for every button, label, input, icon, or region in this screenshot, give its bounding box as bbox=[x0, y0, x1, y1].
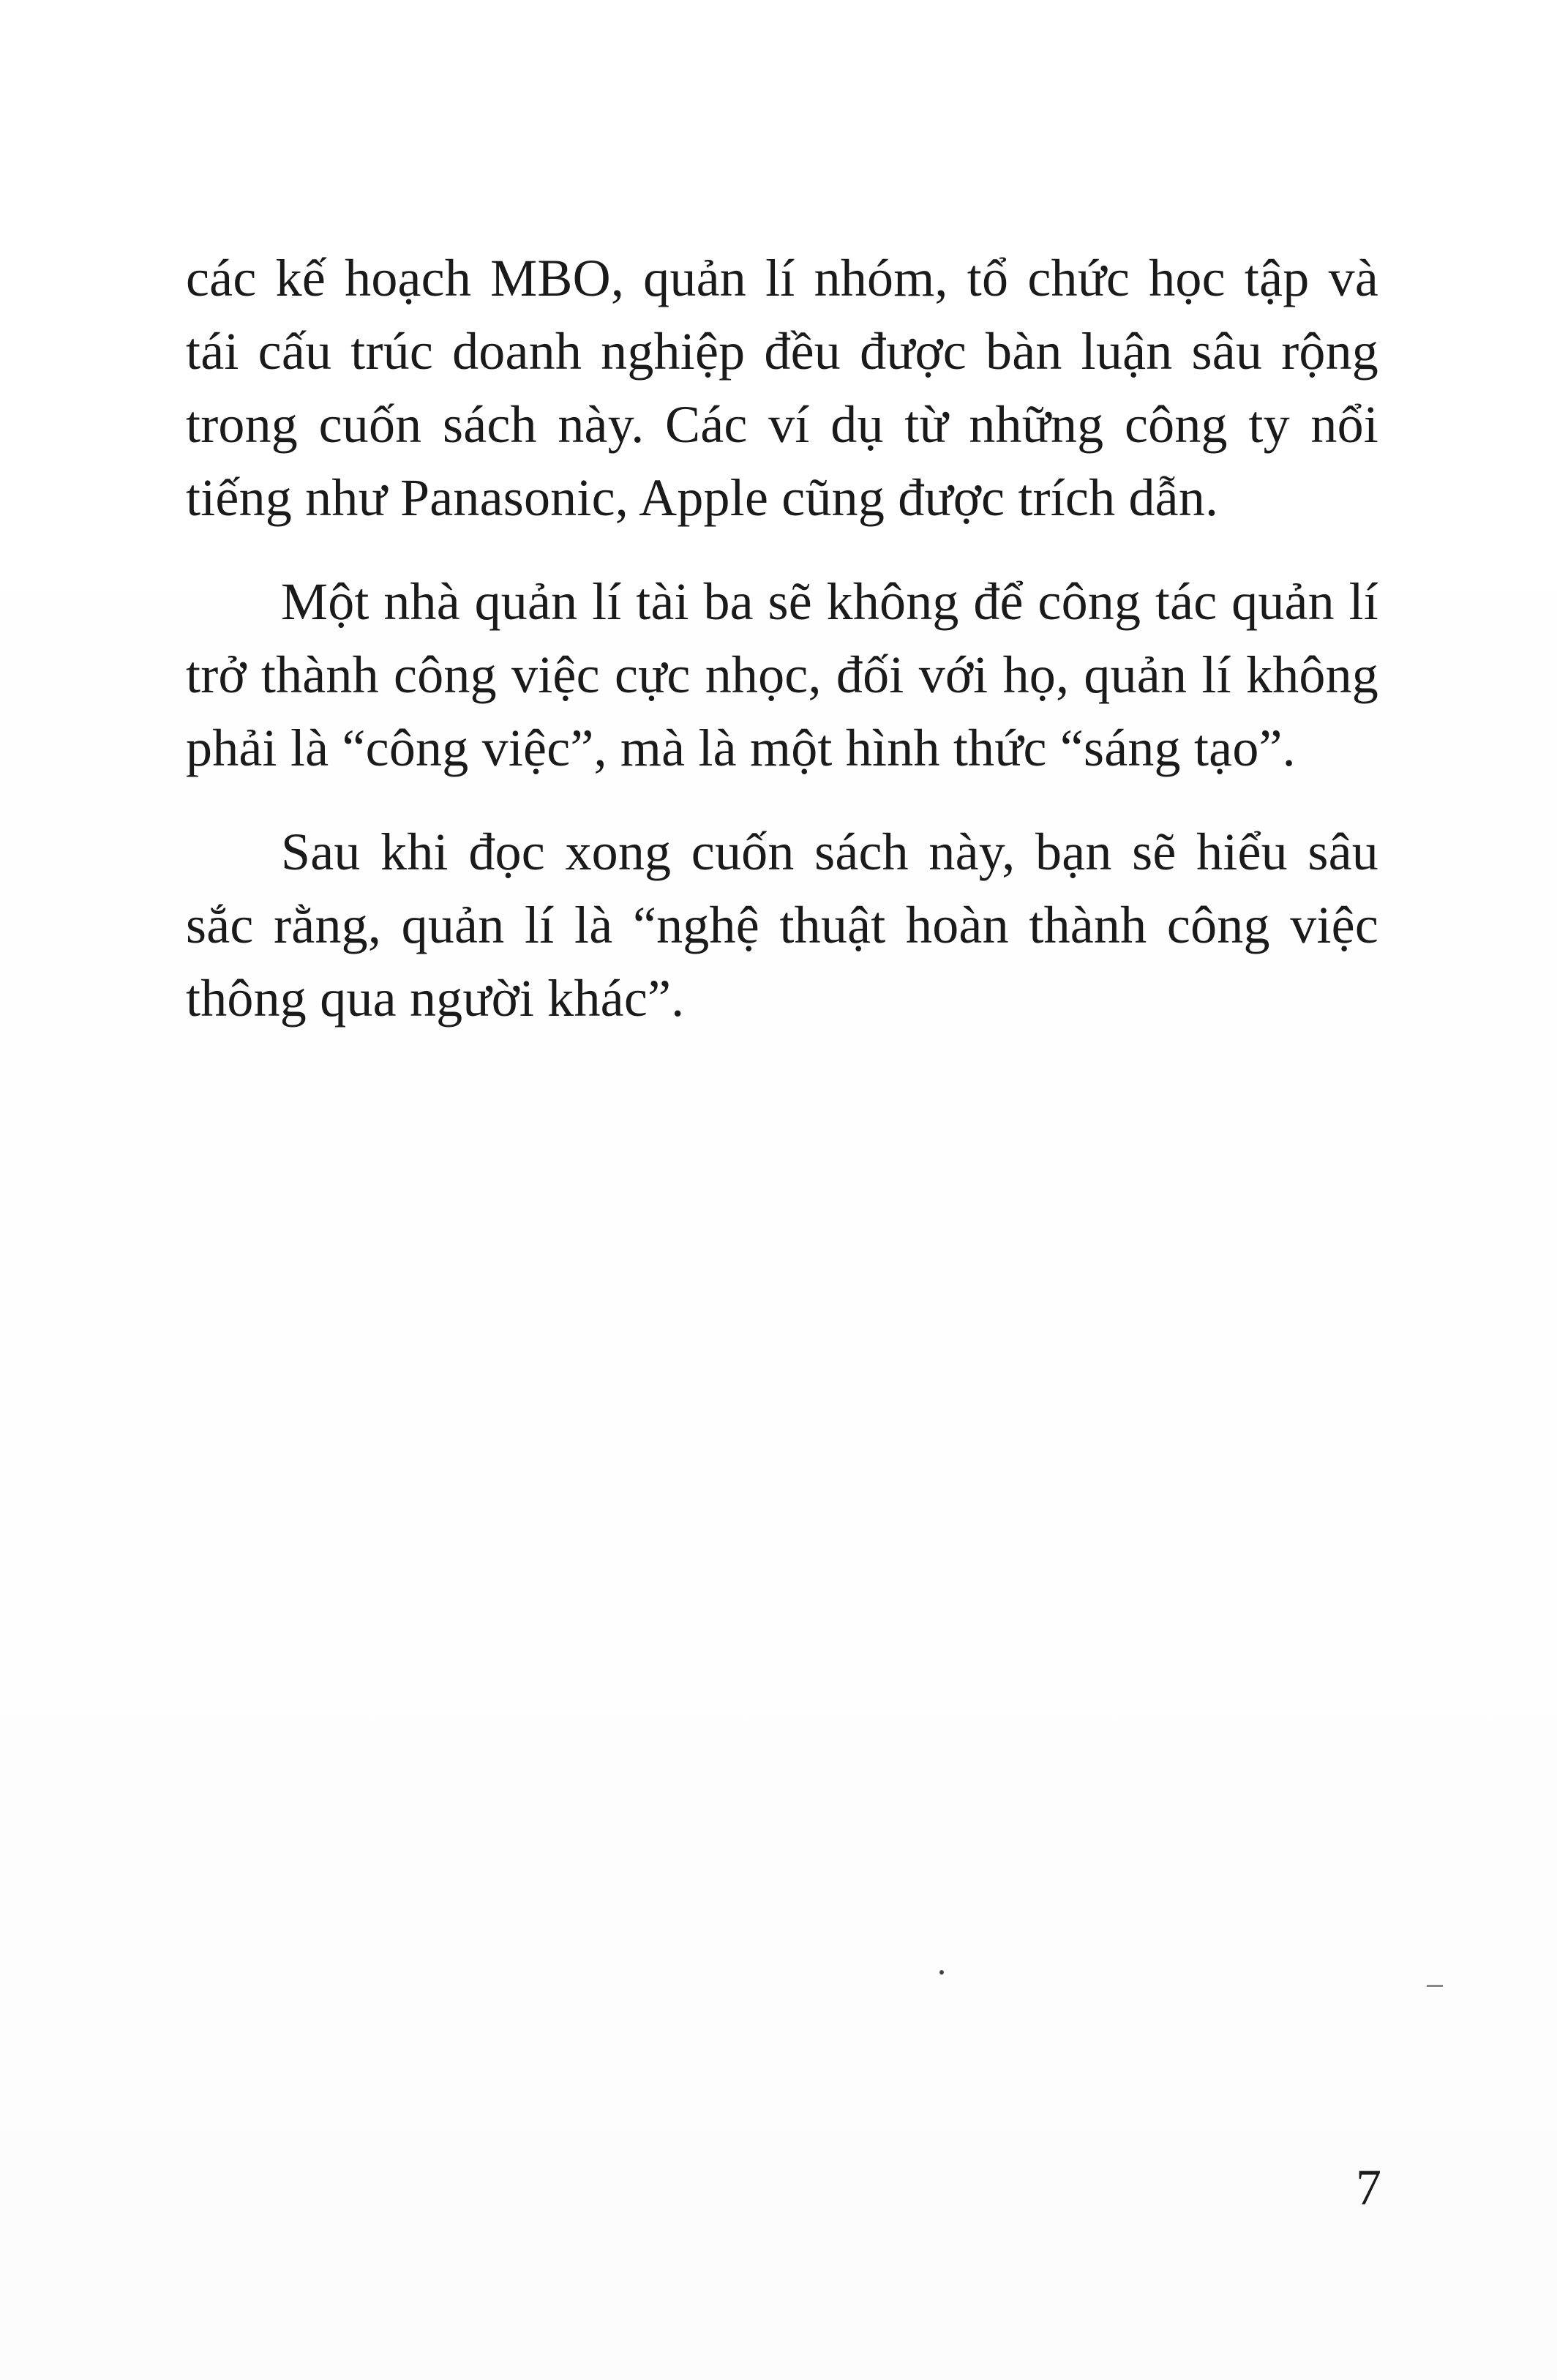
paragraph-2: Một nhà quản lí tài ba sẽ không để công tác quản lí trở thành công việc cực nhọc, đối với họ, quản lí không phải là “công việc”, mà là một hình thức “sáng tạo”. bbox=[186, 572, 1378, 777]
paragraph-3: Sau khi đọc xong cuốn sách này, bạn sẽ hiểu sâu sắc rằng, quản lí là “nghệ thuật hoàn thành công việc thông qua người khác”. bbox=[186, 823, 1378, 1028]
body-text bbox=[186, 242, 1378, 1035]
page-number: 7 bbox=[1356, 2160, 1381, 2216]
paragraph-1: các kế hoạch MBO, quản lí nhóm, tổ chức học tập và tái cấu trúc doanh nghiệp đều được bàn luận sâu rộng trong cuốn sách này. Các ví dụ từ những công ty nổi tiếng như Panasonic, Apple cũng được trích dẫn. bbox=[186, 249, 1378, 527]
print-speck bbox=[939, 1970, 944, 1975]
edge-mark bbox=[1427, 1985, 1443, 1987]
